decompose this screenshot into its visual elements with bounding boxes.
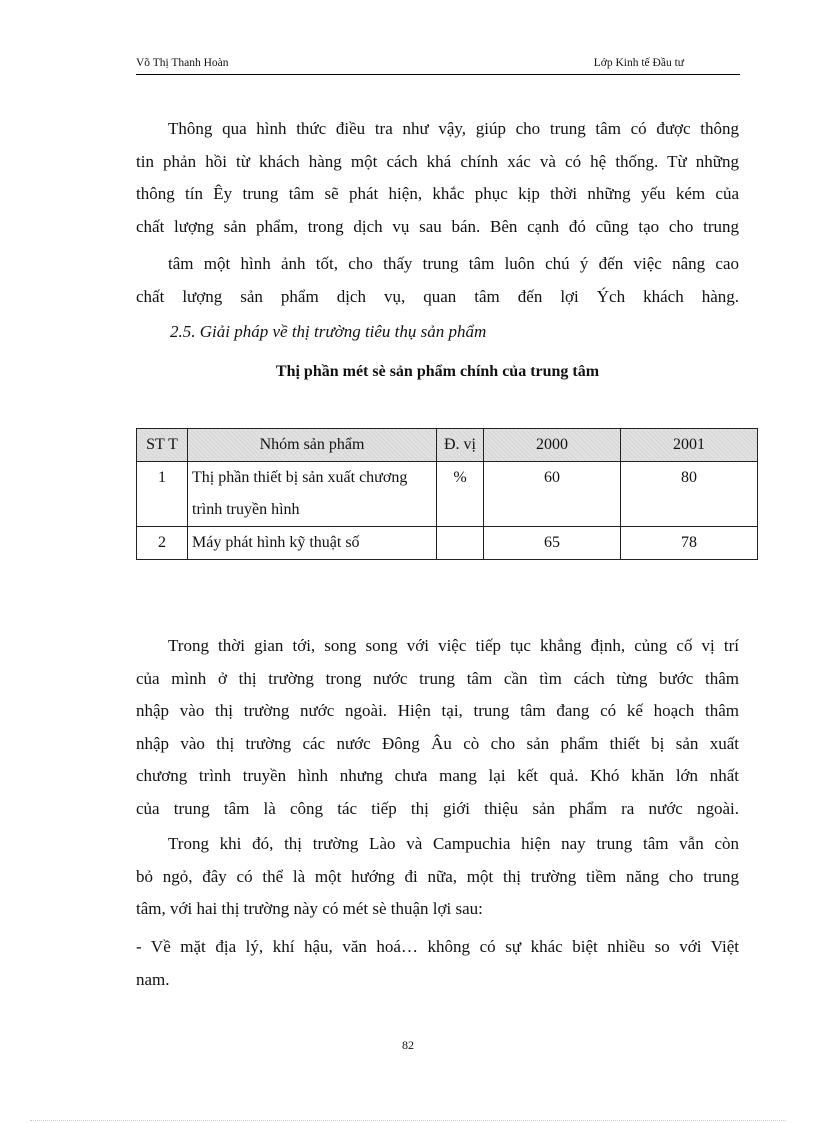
paragraph-5 — [136, 931, 739, 996]
cell-2000: 65 — [484, 527, 621, 560]
paragraph-4 — [136, 828, 739, 926]
page-number: 82 — [402, 1038, 414, 1052]
header-2000: 2000 — [484, 429, 621, 462]
cell-2001: 78 — [621, 527, 758, 560]
text-line: nam. — [136, 969, 170, 989]
paragraph-1 — [136, 113, 739, 243]
header-author: Võ Thị Thanh Hoàn — [136, 57, 229, 69]
text-line: của mình ở thị trường trong nước trung tâm cần tìm cách từng bước thâm — [136, 668, 739, 688]
header-2001: 2001 — [621, 429, 758, 462]
paragraph-3 — [136, 630, 739, 826]
header-class: Lớp Kinh tế Đầu tư — [593, 57, 684, 69]
text-line: tâm, với hai thị trường này có mét sè thuận lợi sau: — [136, 899, 483, 919]
text-line: nhập vào thị trường các nước Đông Âu cò cho sản phẩm thiết bị sản xuất — [136, 733, 739, 753]
text-line: chương trình truyền hình nhưng chưa mang lại kết quả. Khó khăn lớn nhất — [136, 766, 739, 786]
text-line: chất lượng sản phẩm, trong dịch vụ sau bán. Bên cạnh đó cũng tạo cho trung — [136, 216, 739, 236]
cell-stt: 1 — [137, 462, 188, 527]
text-line: nhập vào thị trường nước ngoài. Hiện tại, trung tâm đang có kế hoạch thâm — [136, 701, 739, 721]
header-product-group: Nhóm sản phẩm — [188, 429, 437, 462]
header-unit: Đ. vị — [437, 429, 484, 462]
text-line: tin phản hồi từ khách hàng một cách khá chính xác và có hệ thống. Từ những — [136, 151, 739, 171]
section-title: 2.5. Giải pháp về thị trường tiêu thụ sản phẩm — [170, 322, 487, 341]
cell-2001: 80 — [621, 462, 758, 527]
cell-stt: 2 — [137, 527, 188, 560]
text-line: thông tín Êy trung tâm sẽ phát hiện, khắc phục kịp thời những yếu kém của — [136, 184, 739, 204]
text-line: Thông qua hình thức điều tra như vậy, giúp cho trung tâm có được thông — [168, 119, 739, 138]
cell-product-group: Máy phát hình kỹ thuật số — [188, 527, 437, 560]
table-caption: Thị phần mét sè sản phẩm chính của trung tâm — [275, 363, 600, 380]
text-line: bỏ ngỏ, đây có thể là một hướng đi nữa, một thị trường tiềm năng cho trung — [136, 866, 739, 886]
header-stt: ST T — [137, 429, 188, 462]
cell-2000: 60 — [484, 462, 621, 527]
text-line: chất lượng sản phẩm dịch vụ, quan tâm đến lợi Ých khách hàng. — [136, 286, 739, 306]
text-line: tâm một hình ảnh tốt, cho thấy trung tâm luôn chú ý đến việc nâng cao — [168, 254, 739, 273]
cell-unit: % — [437, 462, 484, 527]
page-bottom-divider — [30, 1120, 786, 1121]
cell-unit — [437, 527, 484, 560]
text-line: - Về mặt địa lý, khí hậu, văn hoá… không có sự khác biệt nhiều so với Việt — [136, 937, 739, 956]
text-line: Trong thời gian tới, song song với việc tiếp tục khẳng định, củng cố vị trí — [168, 636, 739, 655]
table-header-row — [137, 429, 758, 462]
market-share-table — [136, 428, 758, 560]
text-line: của trung tâm là công tác tiếp thị giới thiệu sản phẩm ra nước ngoài. — [136, 798, 739, 818]
text-line: Trong khi đó, thị trường Lào và Campuchia hiện nay trung tâm vẫn còn — [168, 834, 739, 853]
cell-product-group: Thị phần thiết bị sản xuất chương trình truyền hình — [188, 462, 437, 527]
table-row — [137, 527, 758, 560]
paragraph-2 — [136, 248, 739, 313]
table-row — [137, 462, 758, 527]
page-header — [136, 57, 740, 75]
